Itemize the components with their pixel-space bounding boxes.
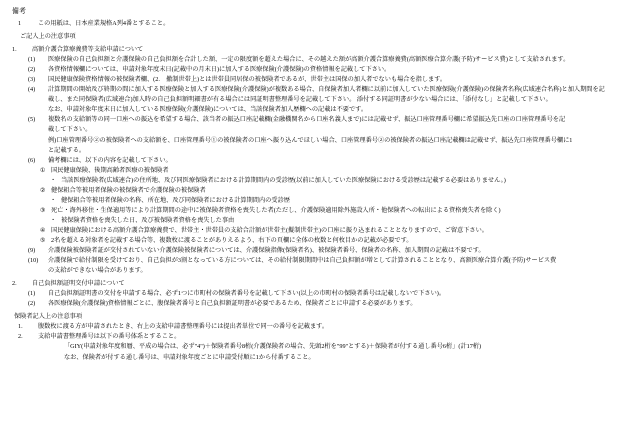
list-marker: (4) xyxy=(28,86,36,94)
document-paragraph xyxy=(18,322,620,332)
list-marker: (2) xyxy=(28,300,36,308)
document-paragraph xyxy=(18,332,620,342)
paragraph-text: ご記入上の注意事項 xyxy=(20,33,76,41)
paragraph-text: 国民健康保険、後期高齢者医療の被保険者 xyxy=(51,166,169,174)
document-paragraph xyxy=(40,206,620,216)
paragraph-text: この用紙は、日本産業規格A列4番とすること。 xyxy=(38,20,170,27)
list-marker: ② xyxy=(40,186,46,194)
document-paragraph xyxy=(12,32,620,42)
document-paragraph xyxy=(28,65,620,75)
document-paragraph xyxy=(40,186,620,196)
paragraph-text: 被保険者資格を喪失した日、及び被保険者資格を喪失した事由 xyxy=(61,216,235,224)
paragraph-line: 自己負担額証明書の交付を申請する場合、必ず1つに市町村の保険者番号を記載して下さい(以上の市町村の保険者番号は記載しないで下さい)。 xyxy=(48,290,446,298)
document-paragraph xyxy=(28,75,620,85)
document-paragraph xyxy=(28,299,620,309)
list-marker: ① xyxy=(40,166,46,174)
document-paragraph xyxy=(12,312,620,322)
paragraph-text: 高額介護合算療養費等支給申請について xyxy=(32,46,144,54)
paragraph-line: 介護保険で給付制限を受けており、自己負担が3割となっている方については、その給付制限期間中は自己負担額が増として計算されることとなり、高額医療合算介護(予防)サービス費 xyxy=(48,257,557,265)
paragraph-text: 各資格情報欄については、申請対象年度末日(記載中の月末日)に加入する医療保険(介護保険)の資格情報を記載して下さい。 xyxy=(48,66,391,74)
paragraph-text: 保険者記入上の注意事項 xyxy=(14,313,83,321)
paragraph-text xyxy=(48,115,620,155)
list-marker: ・ xyxy=(50,216,57,224)
list-marker: (1) xyxy=(28,56,36,64)
list-marker: ③ xyxy=(40,206,46,214)
paragraph-line: と記載する。 xyxy=(48,146,86,154)
list-marker: ④ xyxy=(40,226,46,234)
document-paragraph xyxy=(50,216,620,226)
document-paragraph xyxy=(40,342,620,352)
document-paragraph xyxy=(12,279,620,289)
paragraph-line: 複数名の支給額等の同一口座への振込を希望する場合、該当者の振込口座記載欄(金融機関名から口座名義人まで)には記載せず、振込口座管理番号欄に希望振込先口座の口座管理番号を記 xyxy=(48,116,566,124)
document-paragraph xyxy=(28,115,620,155)
list-marker: 1. xyxy=(18,323,23,331)
list-marker: (5) xyxy=(28,116,36,124)
list-marker: 2. xyxy=(18,333,23,341)
paragraph-text: 「GIY(申請対象年度和暦、平成の場合は、必ず"4")＋保険者番号8桁(介護保険者の場合、先頭2桁を"99"とする)＋保険者が付する通し番号6桁」(計17桁) xyxy=(64,343,482,351)
document-body xyxy=(10,19,620,363)
paragraph-text: 健保組合等被用者保険の名称、所在地、及び同保険者における計算期間内の受診歴 xyxy=(61,196,290,204)
list-marker: 2. xyxy=(12,280,17,288)
list-marker: ・ xyxy=(50,176,57,184)
paragraph-text: 国民健康保険における高額介護合算療養費で、世帯主・世帯員の支給合計額が世帯主(擬制世帯主)の口座に振り込まれることとなりますので、ご留意下さい。 xyxy=(51,226,488,234)
document-paragraph xyxy=(28,156,620,166)
list-marker: (10) xyxy=(28,257,39,265)
document-paragraph xyxy=(40,353,620,363)
page-title: 備考 xyxy=(12,8,27,15)
document-paragraph xyxy=(50,176,620,186)
paragraph-line: 載し、また同保険者(広域連合)加入時の自己負担額明細書が有る場合には同証明書整理番号を記載して下さい。 添付する同証明書が少ない場合には、「添付なし」と記載して下さい。 xyxy=(48,96,552,104)
list-marker: 1. xyxy=(12,46,17,54)
paragraph-text: 介護保険被保険者証が交付されていない介護保険被保険者については、介護保険指像(保険者名)、被保険者番号、保険者の名称、加入期間の記載は不要です。 xyxy=(48,247,485,255)
document-paragraph xyxy=(28,85,620,115)
document-paragraph xyxy=(18,19,620,29)
list-marker: (3) xyxy=(28,76,36,84)
paragraph-line: 載して下さい。 xyxy=(48,126,92,134)
paragraph-text: 国民健康保険資格情報の被保険者欄、(2. 撤制世帯上)とは世帯員同居保の被保険者であるが、世帯主は国保の加入者でないも場合を指します。 xyxy=(48,76,447,84)
list-marker: (1) xyxy=(28,290,36,298)
list-marker: ・ xyxy=(50,196,57,204)
paragraph-text: 自己負担額証明交付申請について xyxy=(32,280,125,288)
document-paragraph xyxy=(40,226,620,236)
paragraph-text: 備考欄には、以下の内容を記載して下さい。 xyxy=(48,156,172,164)
document-paragraph xyxy=(28,256,620,276)
paragraph-text: 支給申請書整理番号は以下の番号体系とすること。 xyxy=(38,333,181,341)
document-paragraph xyxy=(50,196,620,206)
paragraph-line: なお、申請対象年度末日に加入している医療保険(介護保険)については、当該保険者加入歴欄への記載は不要です。 xyxy=(48,106,368,114)
document-paragraph xyxy=(28,55,620,65)
paragraph-text xyxy=(48,289,620,299)
list-marker: (9) xyxy=(28,247,36,255)
list-marker: ⑤ xyxy=(40,236,46,244)
paragraph-text: 死亡・海外移住・生保適用等により計算期間の途中に被保険者資格を喪失した者(ただし、介護保険適用除外施設入所・他保険者への転出による資格喪失者を除く) xyxy=(51,206,501,214)
list-marker: (6) xyxy=(28,156,36,164)
document-paragraph xyxy=(28,246,620,256)
paragraph-text: 健保組合等被用者保険の被保険者で介護保険の被保険者 xyxy=(51,186,206,194)
paragraph-text: 腹数枚に渡る方が申請されたとき、右上の支給申請書整理番号には提出者単位で同一の番号を記載ます。 xyxy=(38,323,329,331)
paragraph-text xyxy=(48,256,620,276)
document-paragraph xyxy=(12,45,620,55)
document-paragraph xyxy=(28,289,620,299)
paragraph-line: の支給ができない場合があります。 xyxy=(48,267,147,275)
document-paragraph xyxy=(40,166,620,176)
paragraph-text: 当該医療保険者(広域連合)の住所地、及び同医療保険者における計算期間内の受診歴(以前に加入していた医療保険における受診歴は記載する必要はありません。) xyxy=(61,176,506,184)
paragraph-text: なお、保険者が付する通し番号は、申請対象年度ごとに申請受付順に1から付番すること。 xyxy=(64,353,315,361)
paragraph-text xyxy=(48,85,620,115)
paragraph-line: 例)口座管理番号②の被保険者への支給額を、口座管理番号①の被保険者の口座へ振り込んでほしい場合、口座管理番号②の被保険者の振込口座記載欄は記載せず、振込先口座管理番号欄に1 xyxy=(48,136,573,144)
paragraph-text: 2名を超える対象者を記載する場合等、複数枚に渡ることがありえるよう、右下の頁欄に全体の枚数と何枚目かの記載が必要です。 xyxy=(51,236,413,244)
list-marker: 1 xyxy=(18,20,22,27)
document-paragraph xyxy=(40,236,620,246)
paragraph-line: 計算期間の開始及び終期の間に加入する医療保険と加入する医療保険(介護保険)が複数ある場合、自保険者加入者欄に以前に加入していた医療保険(介護保険)の保険者名称(広域連合名称)と加入期間を記 xyxy=(48,86,605,94)
list-marker: (2) xyxy=(28,66,36,74)
paragraph-text: 各医療保険(介護保険)資格情報ごとに、腹保険者番号と自己負担額証明書が必要であるため、保険者ごとに申請する必要があります。 xyxy=(48,300,417,308)
paragraph-text: 医療保険の自己負担額と介護保険の自己負担額を合計した額、一定の限度額を超えた場合に、その越えた額が高額介護合算療養費(高額医療合算介護(予防)サービス費)として支給されます。 xyxy=(48,56,570,64)
